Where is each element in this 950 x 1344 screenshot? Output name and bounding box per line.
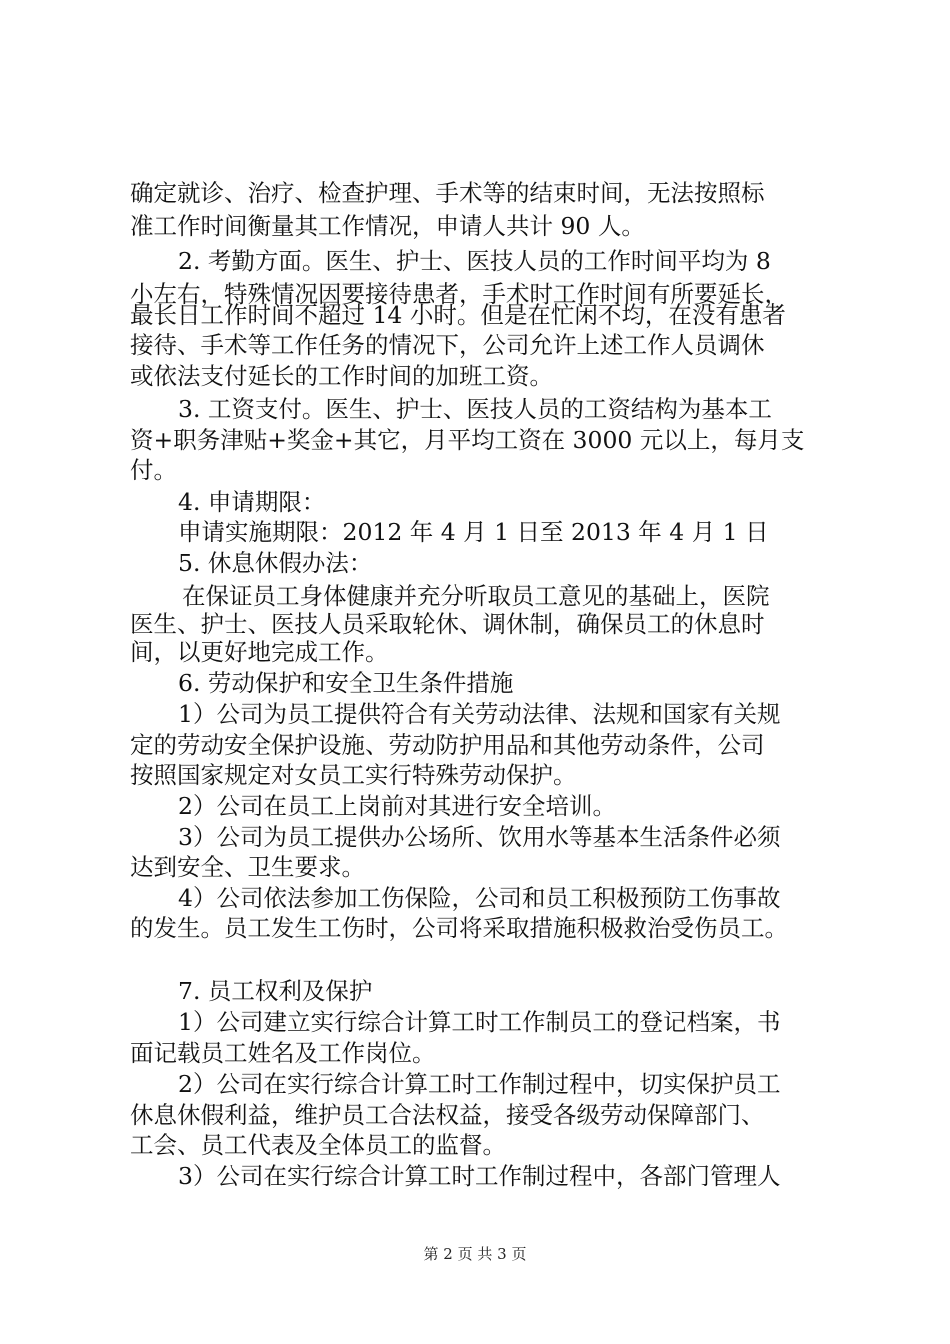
text-line: 2）公司在员工上岗前对其进行安全培训。 xyxy=(178,792,616,820)
page-footer: 第 2 页 共 3 页 xyxy=(423,1245,527,1263)
text-line: 3）公司为员工提供办公场所、饮用水等基本生活条件必须 xyxy=(178,823,781,851)
text-line: 7. 员工权利及保护 xyxy=(178,977,373,1005)
text-line: 医生、护士、医技人员采取轮休、调休制，确保员工的休息时 xyxy=(130,610,765,638)
text-line: 或依法支付延长的工作时间的加班工资。 xyxy=(130,362,553,390)
text-line: 最长日工作时间不超过 14 小时。但是在忙闲不均，在没有患者 xyxy=(130,301,786,329)
text-line: 按照国家规定对女员工实行特殊劳动保护。 xyxy=(130,761,577,789)
text-line: 资+职务津贴+奖金+其它，月平均工资在 3000 元以上，每月支 xyxy=(130,426,805,454)
text-line: 接待、手术等工作任务的情况下，公司允许上述工作人员调休 xyxy=(130,331,765,359)
text-line: 2. 考勤方面。医生、护士、医技人员的工作时间平均为 8 xyxy=(178,247,771,275)
text-line: 休息休假利益，维护员工合法权益，接受各级劳动保障部门、 xyxy=(130,1101,765,1129)
text-line: 工会、员工代表及全体员工的监督。 xyxy=(130,1131,506,1159)
text-line: 4）公司依法参加工伤保险，公司和员工积极预防工伤事故 xyxy=(178,884,781,912)
text-line: 定的劳动安全保护设施、劳动防护用品和其他劳动条件，公司 xyxy=(130,731,765,759)
text-line: 达到安全、卫生要求。 xyxy=(130,853,365,881)
text-line: 准工作时间衡量其工作情况，申请人共计 90 人。 xyxy=(130,212,645,240)
text-line: 的发生。员工发生工伤时，公司将采取措施积极救治受伤员工。 xyxy=(130,914,788,942)
text-line: 6. 劳动保护和安全卫生条件措施 xyxy=(178,669,514,697)
text-line: 间，以更好地完成工作。 xyxy=(130,638,389,666)
text-line: 2）公司在实行综合计算工时工作制过程中，切实保护员工 xyxy=(178,1070,781,1098)
text-line: 申请实施期限：2012 年 4 月 1 日至 2013 年 4 月 1 日 xyxy=(178,518,769,546)
text-line: 面记载员工姓名及工作岗位。 xyxy=(130,1039,436,1067)
text-line: 确定就诊、治疗、检查护理、手术等的结束时间，无法按照标 xyxy=(130,179,765,207)
text-line: 3. 工资支付。医生、护士、医技人员的工资结构为基本工 xyxy=(178,395,772,423)
text-line: 付。 xyxy=(130,456,177,484)
text-line: 5. 休息休假办法： xyxy=(178,549,373,577)
text-line: 1）公司建立实行综合计算工时工作制员工的登记档案，书 xyxy=(178,1008,781,1036)
text-line: 1）公司为员工提供符合有关劳动法律、法规和国家有关规 xyxy=(178,700,781,728)
text-line: 在保证员工身体健康并充分听取员工意见的基础上，医院 xyxy=(182,582,770,610)
text-line: 4. 申请期限： xyxy=(178,488,326,516)
text-line: 小左右，特殊情况因要接待患者，手术时工作时间有所要延长， xyxy=(130,280,788,308)
text-line: 3）公司在实行综合计算工时工作制过程中，各部门管理人 xyxy=(178,1162,781,1190)
